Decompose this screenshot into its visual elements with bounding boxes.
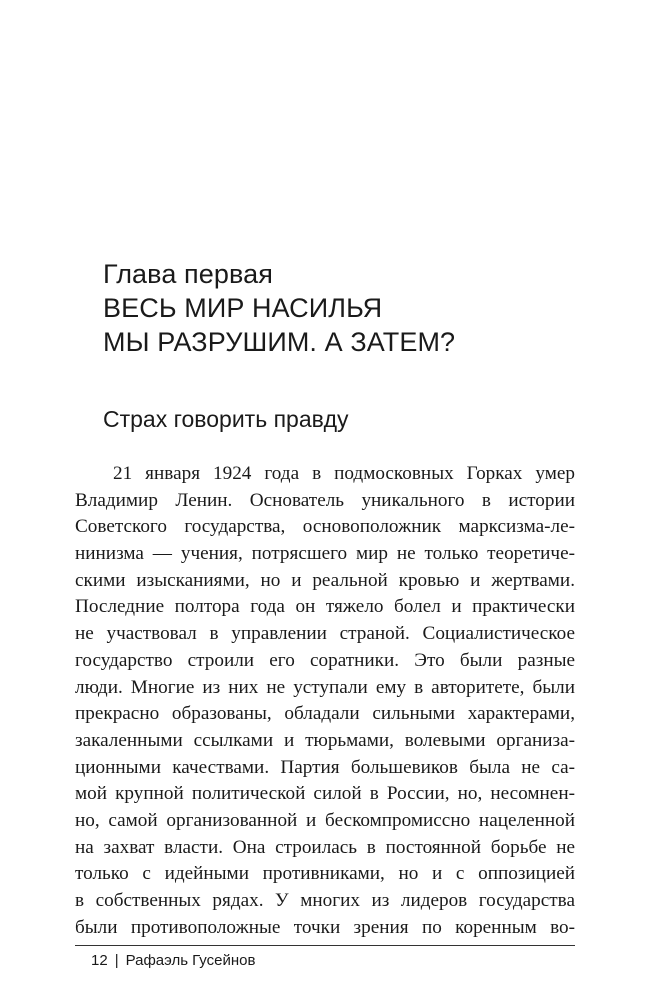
section-title: Страх говорить правду xyxy=(103,406,349,432)
chapter-label: Глава первая xyxy=(103,259,273,289)
body-line: прекрасно образованы, обладали сильными характерами, xyxy=(75,703,575,725)
body-line: Советского государства, основоположник марксизма-ле- xyxy=(75,516,575,538)
chapter-title-line-1: ВЕСЬ МИР НАСИЛЬЯ xyxy=(103,293,383,323)
body-line: мой крупной политической силой в России, но, несомнен- xyxy=(75,783,575,805)
chapter-title-line-2: МЫ РАЗРУШИМ. А ЗАТЕМ? xyxy=(103,327,456,357)
body-line: но, самой организованной и бескомпромиссно нацеленной xyxy=(75,809,575,831)
body-line: скими изысканиями, но и реальной кровью и жертвами. xyxy=(75,569,575,591)
body-line: только с идейными противниками, но и с оппозицией xyxy=(75,863,575,885)
page-footer xyxy=(91,951,255,971)
footer-divider xyxy=(75,945,575,946)
author-name: Рафаэль Гусейнов xyxy=(125,952,256,969)
body-line: государство строили его соратники. Это были разные xyxy=(75,649,575,671)
body-line: 21 января 1924 года в подмосковных Горках умер xyxy=(113,463,575,484)
body-line: в собственных рядах. У многих из лидеров государства xyxy=(75,890,575,911)
body-line: Последние полтора года он тяжело болел и практически xyxy=(75,596,575,618)
body-line: Владимир Ленин. Основатель уникального в истории xyxy=(75,489,575,511)
body-line: нинизма — учения, потрясшего мир не только теоретиче- xyxy=(75,543,575,565)
body-line: на захват власти. Она строилась в постоянной борьбе не xyxy=(75,836,575,858)
page-number: 12 xyxy=(91,952,108,969)
body-line: были противоположные точки зрения по коренным во- xyxy=(75,916,575,938)
chapter-heading xyxy=(103,257,583,359)
footer-separator: | xyxy=(114,952,119,969)
body-text xyxy=(75,461,575,941)
body-line: не участвовал в управлении страной. Социалистическое xyxy=(75,623,575,645)
body-line: люди. Многие из них не уступали ему в авторитете, были xyxy=(75,676,575,698)
body-line: ционными качествами. Партия большевиков была не са- xyxy=(75,756,575,778)
body-line: закаленными ссылками и тюрьмами, волевыми организа- xyxy=(75,729,575,751)
